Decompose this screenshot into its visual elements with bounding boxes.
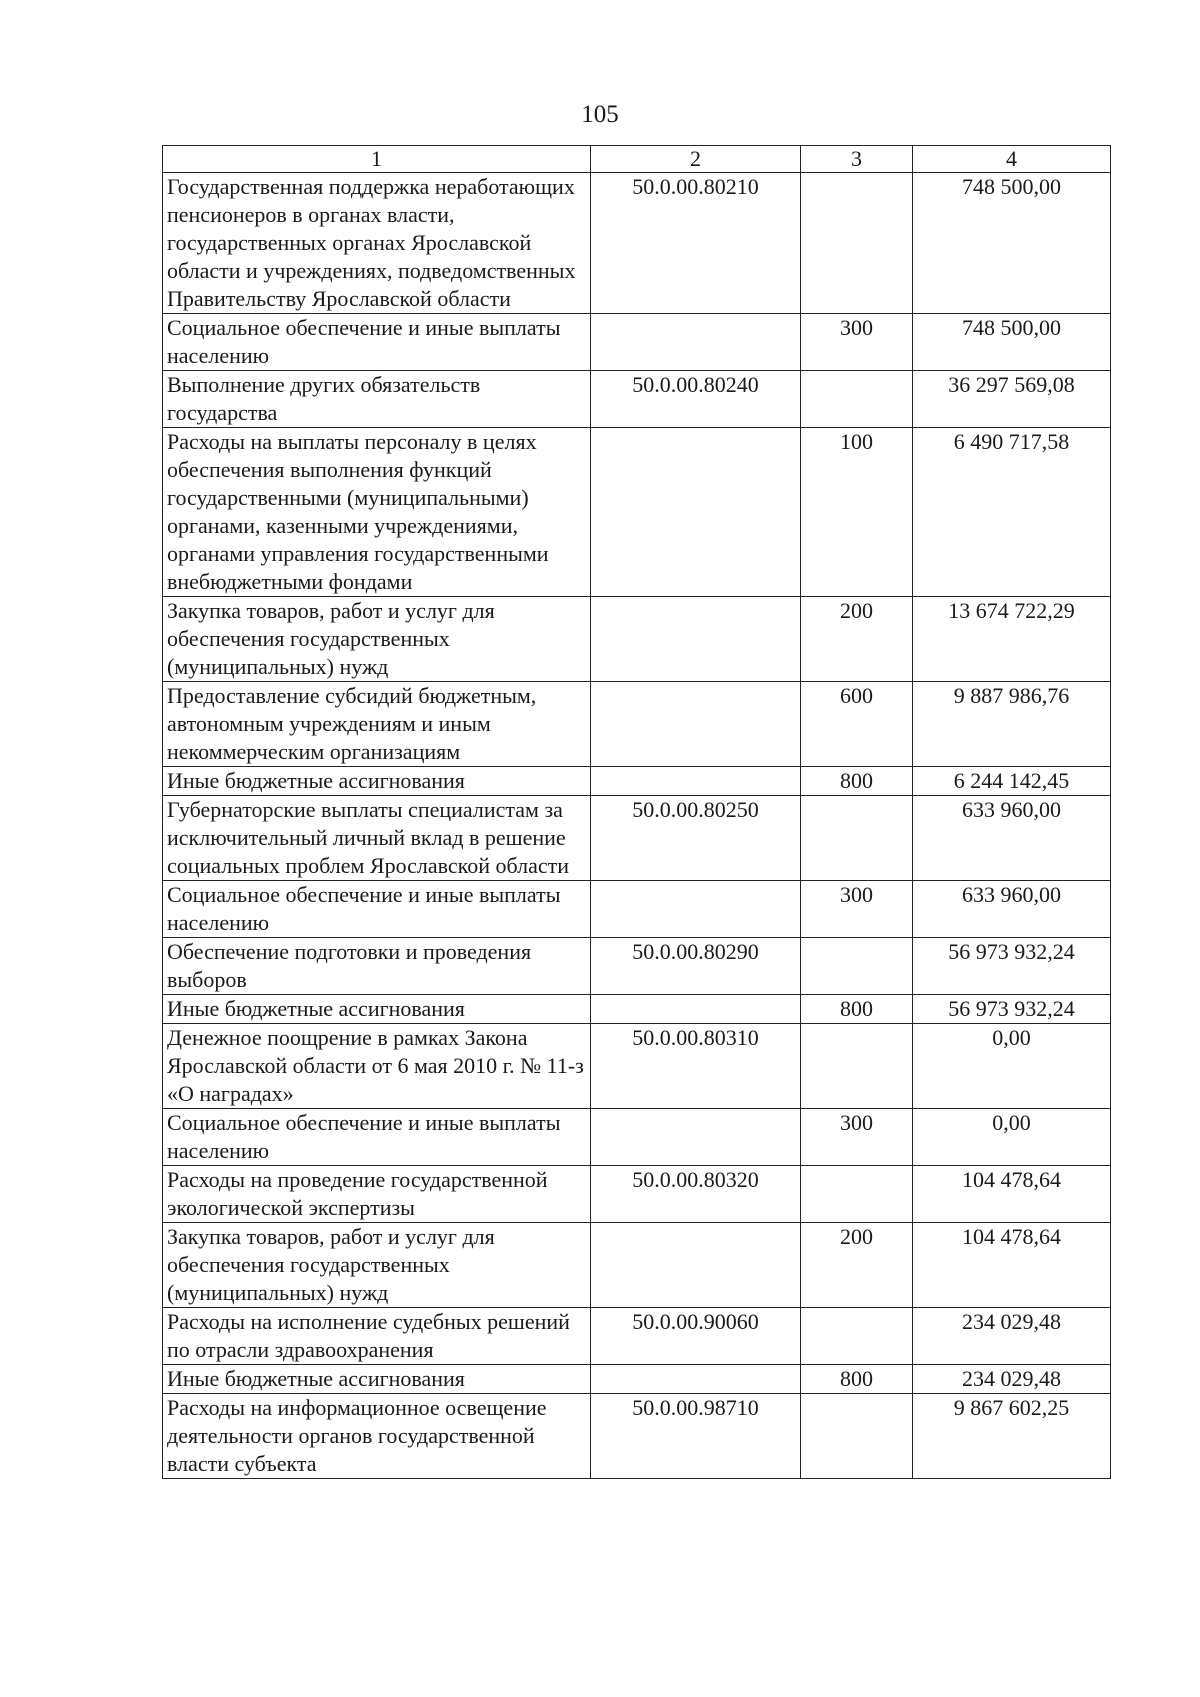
row-code-cell: 50.0.00.80290 — [591, 938, 801, 995]
table-row — [163, 1308, 1111, 1365]
table-row — [163, 1223, 1111, 1308]
row-name-cell: Иные бюджетные ассигнования — [163, 995, 591, 1024]
row-code-cell — [591, 1365, 801, 1394]
row-amount-cell: 0,00 — [913, 1109, 1111, 1166]
row-code-cell: 50.0.00.80310 — [591, 1024, 801, 1109]
row-amount-cell: 234 029,48 — [913, 1308, 1111, 1365]
row-name-cell: Расходы на выплаты персоналу в целях обеспечения выполнения функций государственными (муниципальными) органами, казенными учреждениями, органами управления государственными внебюджетными фондами — [163, 428, 591, 597]
table-row — [163, 173, 1111, 314]
row-type-cell: 100 — [801, 428, 913, 597]
row-type-cell — [801, 796, 913, 881]
header-cell-2: 2 — [591, 146, 801, 173]
row-amount-cell: 9 867 602,25 — [913, 1394, 1111, 1479]
row-amount-cell: 633 960,00 — [913, 796, 1111, 881]
row-name-cell: Закупка товаров, работ и услуг для обеспечения государственных (муниципальных) нужд — [163, 597, 591, 682]
row-code-cell — [591, 767, 801, 796]
row-amount-cell: 6 490 717,58 — [913, 428, 1111, 597]
row-amount-cell: 633 960,00 — [913, 881, 1111, 938]
row-code-cell: 50.0.00.98710 — [591, 1394, 801, 1479]
row-code-cell — [591, 597, 801, 682]
row-code-cell: 50.0.00.80250 — [591, 796, 801, 881]
header-cell-1: 1 — [163, 146, 591, 173]
row-name-cell: Закупка товаров, работ и услуг для обеспечения государственных (муниципальных) нужд — [163, 1223, 591, 1308]
row-amount-cell: 56 973 932,24 — [913, 938, 1111, 995]
row-amount-cell: 104 478,64 — [913, 1223, 1111, 1308]
row-type-cell: 800 — [801, 1365, 913, 1394]
header-cell-4: 4 — [913, 146, 1111, 173]
row-name-cell: Обеспечение подготовки и проведения выборов — [163, 938, 591, 995]
row-type-cell — [801, 1024, 913, 1109]
row-amount-cell: 748 500,00 — [913, 314, 1111, 371]
row-amount-cell: 56 973 932,24 — [913, 995, 1111, 1024]
table-row — [163, 428, 1111, 597]
header-cell-3: 3 — [801, 146, 913, 173]
row-type-cell: 200 — [801, 597, 913, 682]
row-name-cell: Иные бюджетные ассигнования — [163, 767, 591, 796]
page-number: 105 — [581, 101, 619, 128]
row-code-cell: 50.0.00.80210 — [591, 173, 801, 314]
table-row — [163, 767, 1111, 796]
table-row — [163, 1394, 1111, 1479]
row-type-cell — [801, 371, 913, 428]
row-type-cell — [801, 1308, 913, 1365]
row-name-cell: Денежное поощрение в рамках Закона Ярославской области от 6 мая 2010 г. № 11-з «О наградах» — [163, 1024, 591, 1109]
row-code-cell — [591, 314, 801, 371]
row-amount-cell: 9 887 986,76 — [913, 682, 1111, 767]
table-row — [163, 682, 1111, 767]
row-type-cell — [801, 938, 913, 995]
row-code-cell: 50.0.00.80320 — [591, 1166, 801, 1223]
row-name-cell: Иные бюджетные ассигнования — [163, 1365, 591, 1394]
table-row — [163, 1166, 1111, 1223]
table-row — [163, 1109, 1111, 1166]
row-code-cell — [591, 428, 801, 597]
table-row — [163, 371, 1111, 428]
table-row — [163, 881, 1111, 938]
row-name-cell: Социальное обеспечение и иные выплаты населению — [163, 881, 591, 938]
row-type-cell: 800 — [801, 767, 913, 796]
row-code-cell — [591, 995, 801, 1024]
row-type-cell — [801, 1394, 913, 1479]
row-name-cell: Выполнение других обязательств государства — [163, 371, 591, 428]
table-row — [163, 597, 1111, 682]
budget-table — [162, 145, 1111, 1479]
row-type-cell: 300 — [801, 1109, 913, 1166]
row-name-cell: Расходы на исполнение судебных решений по отрасли здравоохранения — [163, 1308, 591, 1365]
table-row — [163, 314, 1111, 371]
table-row — [163, 1024, 1111, 1109]
table-header-row — [163, 146, 1111, 173]
row-code-cell — [591, 1223, 801, 1308]
row-name-cell: Государственная поддержка неработающих пенсионеров в органах власти, государственных органах Ярославской области и учреждениях, подведомственных Правительству Ярославской области — [163, 173, 591, 314]
row-type-cell: 300 — [801, 881, 913, 938]
row-amount-cell: 748 500,00 — [913, 173, 1111, 314]
row-code-cell: 50.0.00.90060 — [591, 1308, 801, 1365]
row-type-cell — [801, 173, 913, 314]
row-amount-cell: 0,00 — [913, 1024, 1111, 1109]
row-type-cell — [801, 1166, 913, 1223]
row-name-cell: Предоставление субсидий бюджетным, автономным учреждениям и иным некоммерческим организациям — [163, 682, 591, 767]
row-code-cell — [591, 1109, 801, 1166]
row-type-cell: 800 — [801, 995, 913, 1024]
table-row — [163, 938, 1111, 995]
row-name-cell: Социальное обеспечение и иные выплаты населению — [163, 1109, 591, 1166]
row-name-cell: Губернаторские выплаты специалистам за исключительный личный вклад в решение социальных проблем Ярославской области — [163, 796, 591, 881]
row-code-cell — [591, 682, 801, 767]
row-name-cell: Расходы на информационное освещение деятельности органов государственной власти субъекта — [163, 1394, 591, 1479]
row-name-cell: Социальное обеспечение и иные выплаты населению — [163, 314, 591, 371]
row-name-cell: Расходы на проведение государственной экологической экспертизы — [163, 1166, 591, 1223]
row-type-cell: 200 — [801, 1223, 913, 1308]
table-row — [163, 1365, 1111, 1394]
row-amount-cell: 6 244 142,45 — [913, 767, 1111, 796]
table-row — [163, 796, 1111, 881]
row-code-cell: 50.0.00.80240 — [591, 371, 801, 428]
row-type-cell: 300 — [801, 314, 913, 371]
row-amount-cell: 234 029,48 — [913, 1365, 1111, 1394]
row-code-cell — [591, 881, 801, 938]
row-type-cell: 600 — [801, 682, 913, 767]
row-amount-cell: 13 674 722,29 — [913, 597, 1111, 682]
table-row — [163, 995, 1111, 1024]
row-amount-cell: 36 297 569,08 — [913, 371, 1111, 428]
row-amount-cell: 104 478,64 — [913, 1166, 1111, 1223]
